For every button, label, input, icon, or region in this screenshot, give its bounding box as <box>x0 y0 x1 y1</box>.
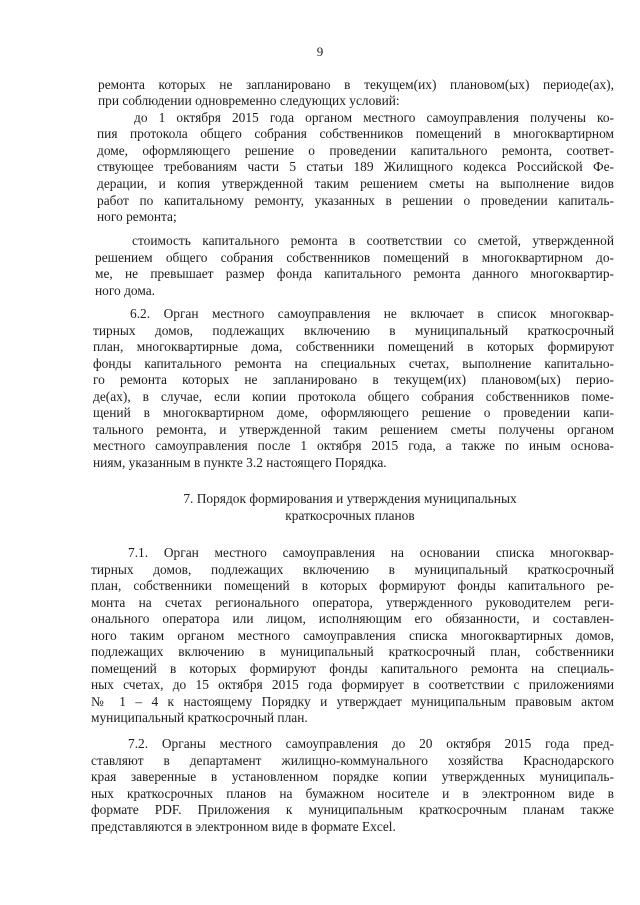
text-line: ставляют в департамент жилищно-коммунального хозяйства Краснодарского <box>91 753 614 768</box>
text-line: фонды капитального ремонта на специальных счетах, выполнение капитально- <box>93 356 614 371</box>
text-line: ме, не превышает размер фонда капитального ремонта данного многоквартир- <box>95 266 614 281</box>
text-line: тального ремонта, и утвержденной таким решением сметы получены органом <box>93 422 614 437</box>
text-line: подлежащих включению в муниципальный краткосрочный план, собственники <box>91 644 614 659</box>
text-line: план, собственники помещений в которых формируют фонды капитального ре- <box>91 578 614 593</box>
section-heading: краткосрочных планов <box>285 508 415 523</box>
text-line: ного таким органом местного самоуправления списка многоквартирных домов, <box>91 628 614 643</box>
text-line: решением общего собрания собственников помещений в многоквартирном до- <box>95 250 614 265</box>
text-line: го ремонта которых не запланировано в текущем(их) плановом(ых) перио- <box>93 372 614 387</box>
text-line: ного дома. <box>95 283 155 298</box>
text-line: ного ремонта; <box>97 209 177 224</box>
text-line: план, многоквартирные дома, собственники помещений в которых формируют <box>93 339 614 354</box>
text-line: дерации, и копия утвержденной таким решением сметы на выполнение видов <box>97 176 614 191</box>
text-line: тирных домов, подлежащих включению в муниципальный краткосрочный <box>91 562 614 577</box>
text-line: тирных домов, подлежащих включению в муниципальный краткосрочный <box>93 323 614 338</box>
text-line: ствующее требованиям части 5 статьи 189 Жилищного кодекса Российской Фе- <box>97 159 614 174</box>
text-line: ремонта которых не запланировано в текущем(их) плановом(ых) периоде(ах), <box>98 77 614 92</box>
text-line: местного самоуправления после 1 октября 2015 года, а также по иным основа- <box>93 438 614 453</box>
page-number: 9 <box>316 44 324 59</box>
text-line: 6.2. Орган местного самоуправления не включает в список многоквар- <box>130 306 614 321</box>
text-line: онального оператора или лицом, исполняющим его обязанности, и составлен- <box>91 611 614 626</box>
text-line: стоимость капитального ремонта в соответствии со сметой, утвержденной <box>132 233 614 248</box>
text-line: 7.2. Органы местного самоуправления до 20 октября 2015 года пред- <box>128 736 614 751</box>
text-line: 7.1. Орган местного самоуправления на основании списка многоквар- <box>128 545 614 560</box>
text-line: формате PDF. Приложения к муниципальным краткосрочным планам также <box>91 802 614 817</box>
text-line: при соблюдении одновременно следующих условий: <box>98 93 400 108</box>
text-line: пия протокола общего собрания собственников помещений в многоквартирном <box>97 126 614 141</box>
text-line: ниям, указанным в пункте 3.2 настоящего Порядка. <box>93 455 387 470</box>
text-line: щений в многоквартирном доме, оформляющего решение о проведении капи- <box>93 405 614 420</box>
section-heading: 7. Порядок формирования и утверждения муниципальных <box>183 491 517 506</box>
text-line: муниципальный краткосрочный план. <box>91 710 308 725</box>
text-line: края заверенные в установленном порядке копии утвержденных муниципаль- <box>91 769 614 784</box>
text-line: до 1 октября 2015 года органом местного самоуправления получены ко- <box>134 110 614 125</box>
text-line: ных краткосрочных планов на бумажном носителе и в электронном виде в <box>91 786 614 801</box>
text-line: де(ах), в случае, если копии протокола общего собрания собственников поме- <box>93 389 614 404</box>
text-line: монта на счетах регионального оператора, утвержденного руководителем реги- <box>91 595 614 610</box>
text-line: доме, оформляющего решение о проведении капитального ремонта, соответ- <box>97 143 614 158</box>
text-line: № 1 – 4 к настоящему Порядку и утверждает муниципальным правовым актом <box>91 694 614 709</box>
text-line: работ по капитальному ремонту, указанных в решении о проведении капиталь- <box>97 193 614 208</box>
text-line: ных счетах, до 15 октября 2015 года формирует в соответствии с приложениями <box>91 677 614 692</box>
text-line: представляются в электронном виде в формате Excel. <box>91 819 396 834</box>
text-line: помещений в которых формируют фонды капитального ремонта на специаль- <box>91 661 614 676</box>
